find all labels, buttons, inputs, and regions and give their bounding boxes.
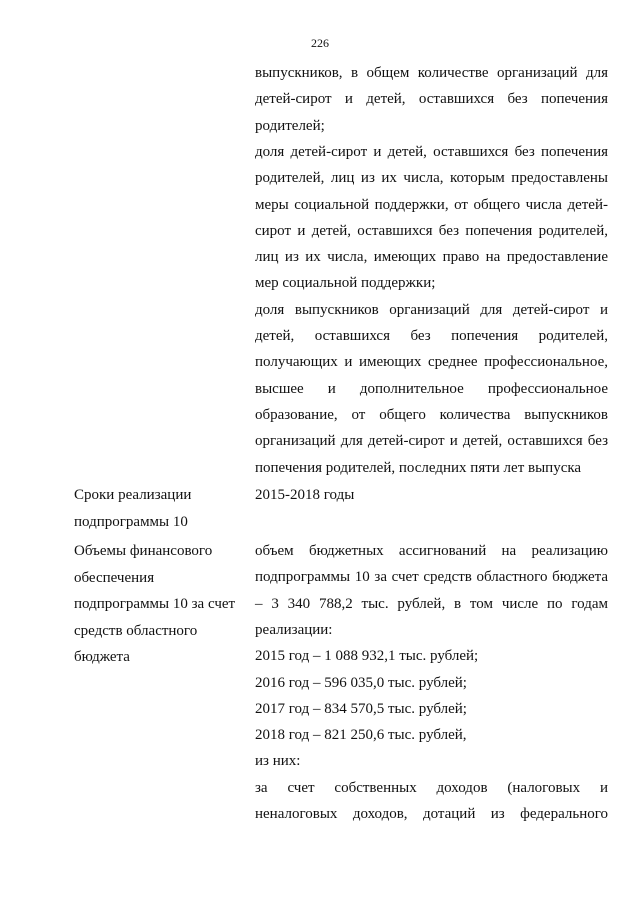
paragraph-line: организаций для детей-сирот и детей, оставшихся без	[255, 433, 608, 450]
paragraph-line: доля выпускников организаций для детей-сирот и	[255, 301, 608, 318]
paragraph-line: объем бюджетных ассигнований на реализацию	[255, 543, 608, 559]
paragraph-line: 2015 год – 1 088 932,1 тыс. рублей;	[255, 648, 479, 665]
terms-value: 2015-2018 годы	[255, 487, 355, 503]
paragraph-line: попечения родителей, последних пяти лет выпуска	[255, 459, 582, 476]
paragraph-line: за счет собственных доходов (налоговых и	[255, 779, 608, 796]
paragraph-line: высшее и дополнительное профессиональное	[255, 380, 608, 397]
paragraph-line: подпрограммы 10 за счет средств областного бюджета	[255, 569, 608, 586]
paragraph-line: лиц из их числа, имеющих право на предоставление	[255, 249, 608, 266]
paragraph-line: детей, оставшихся без попечения родителей,	[255, 328, 608, 344]
paragraph-line: 2018 год – 821 250,6 тыс. рублей,	[255, 727, 467, 744]
paragraph-line: родителей, лиц из их числа, которым предоставлены	[255, 170, 608, 187]
paragraph-line: – 3 340 788,2 тыс. рублей, в том числе по годам	[255, 595, 608, 612]
paragraph-line: образование, от общего количества выпускников	[255, 406, 608, 423]
paragraph-line: 2016 год – 596 035,0 тыс. рублей;	[255, 674, 467, 691]
label-line: бюджета	[74, 649, 130, 665]
paragraph-line: получающих и имеющих среднее профессиональное,	[255, 354, 608, 371]
paragraph-line: сирот и детей, оставшихся без попечения родителей,	[255, 222, 608, 239]
paragraph-line: доля детей-сирот и детей, оставшихся без попечения	[255, 143, 608, 160]
label-line: средств областного	[74, 622, 198, 639]
paragraph-line: 2017 год – 834 570,5 тыс. рублей;	[255, 700, 467, 717]
paragraph-line: реализации:	[255, 621, 333, 638]
paragraph-line: мер социальной поддержки;	[255, 275, 436, 292]
label-line: подпрограммы 10	[74, 513, 188, 530]
paragraph-line: выпускников, в общем количестве организаций для	[255, 65, 608, 81]
paragraph-line: родителей;	[255, 117, 325, 134]
page-number: 226	[311, 36, 329, 50]
label-line: Сроки реализации	[74, 487, 192, 503]
paragraph-line: неналоговых доходов, дотаций из федерального	[255, 806, 608, 822]
label-line: Объемы финансового	[74, 543, 213, 559]
paragraph-line: из них:	[255, 753, 301, 770]
label-line: обеспечения	[74, 569, 155, 586]
paragraph-line: детей-сирот и детей, оставшихся без попечения	[255, 91, 608, 108]
label-line: подпрограммы 10 за счет	[74, 596, 236, 612]
paragraph-line: меры социальной поддержки, от общего числа детей-	[255, 196, 608, 213]
